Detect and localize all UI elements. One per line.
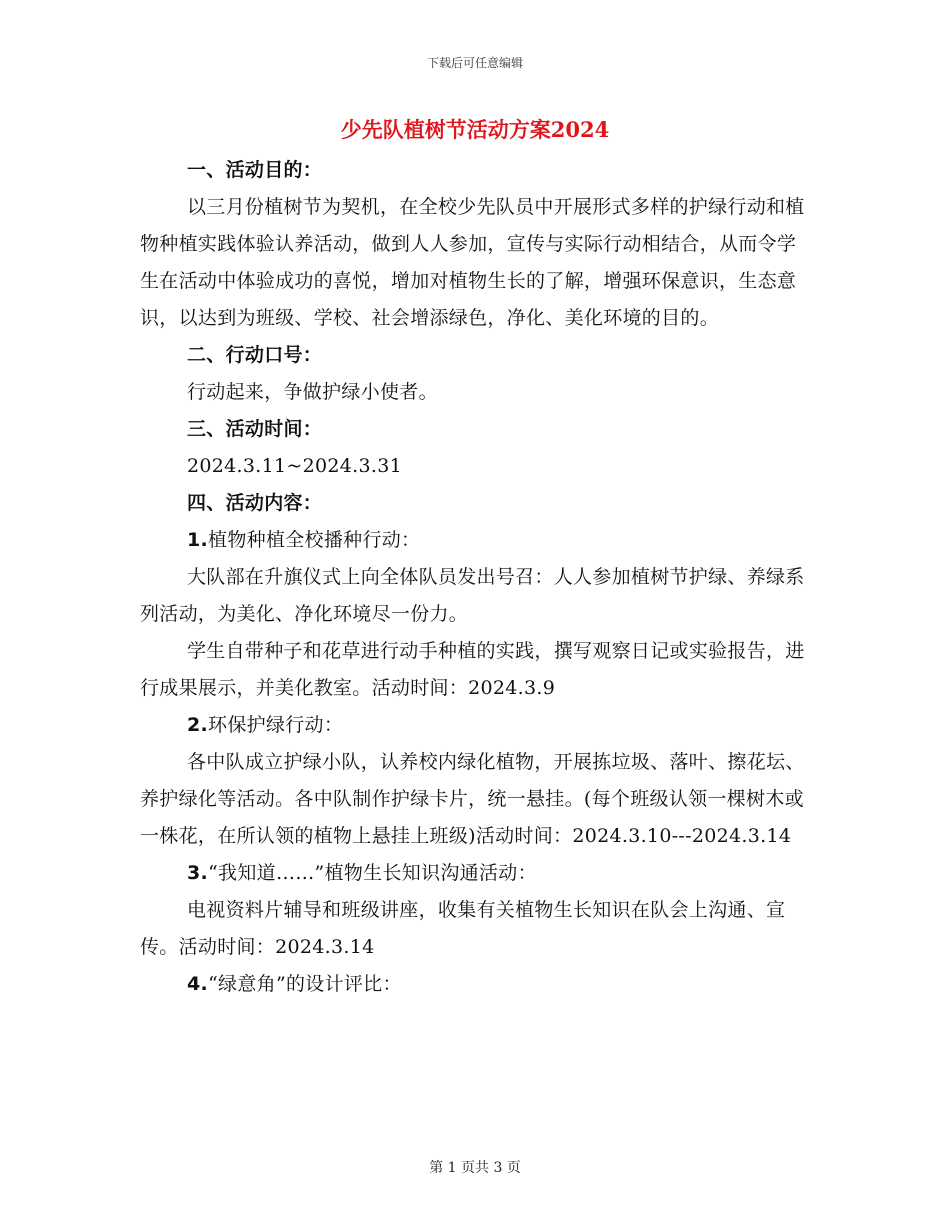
item-3-title-text: “我知道……”植物生长知识沟通活动： <box>208 862 537 884</box>
item-3-title <box>140 855 812 892</box>
item-1-number: 1. <box>187 529 209 551</box>
section-heading-content: 四、活动内容： <box>187 492 323 514</box>
item-1-paragraph-1: 大队部在升旗仪式上向全体队员发出号召：人人参加植树节护绿、养绿系列活动，为美化、净化环境尽一份力。 <box>140 566 805 625</box>
section-heading-time: 三、活动时间： <box>187 418 323 440</box>
document-body <box>140 152 812 1003</box>
item-4-number: 4. <box>187 973 209 995</box>
section-heading-purpose: 一、活动目的： <box>187 159 323 181</box>
item-2-number: 2. <box>187 714 209 736</box>
section-body-time: 2024.3.11~2024.3.31 <box>187 455 403 477</box>
section-heading-slogan: 二、行动口号： <box>187 344 323 366</box>
item-2-title-text: 环保护绿行动： <box>208 714 344 736</box>
document-title: 少先队植树节活动方案2024 <box>340 117 610 142</box>
section-body-slogan: 行动起来，争做护绿小使者。 <box>187 381 438 403</box>
item-1-paragraph-2: 学生自带种子和花草进行动手种植的实践，撰写观察日记或实验报告，进行成果展示，并美化教室。活动时间：2024.3.9 <box>140 640 805 699</box>
item-4-title <box>140 966 812 1003</box>
item-3-paragraph-1: 电视资料片辅导和班级讲座，收集有关植物生长知识在队会上沟通、宣传。活动时间：2024.3.14 <box>140 899 786 958</box>
item-1-title-text: 植物种植全校播种行动： <box>208 529 421 551</box>
page-footer: 第 1 页共 3 页 <box>429 1160 521 1176</box>
page-header: 下载后可任意编辑 <box>426 56 523 70</box>
item-2-title <box>140 707 812 744</box>
item-3-number: 3. <box>187 862 209 884</box>
section-body-purpose: 以三月份植树节为契机，在全校少先队员中开展形式多样的护绿行动和植物种植实践体验认养活动，做到人人参加，宣传与实际行动相结合，从而令学生在活动中体验成功的喜悦，增加对植物生长的了解，增强环保意识，生态意识，以达到为班级、学校、社会增添绿色，净化、美化环境的目的。 <box>140 196 805 329</box>
item-2-paragraph-1: 各中队成立护绿小队，认养校内绿化植物，开展拣垃圾、落叶、擦花坛、养护绿化等活动。各中队制作护绿卡片，统一悬挂。(每个班级认领一棵树木或一株花，在所认领的植物上悬挂上班级)活动时间：2024.3.10---2024.3.14 <box>140 751 805 847</box>
item-4-title-text: “绿意角”的设计评比： <box>208 973 402 995</box>
item-1-title <box>140 522 812 559</box>
